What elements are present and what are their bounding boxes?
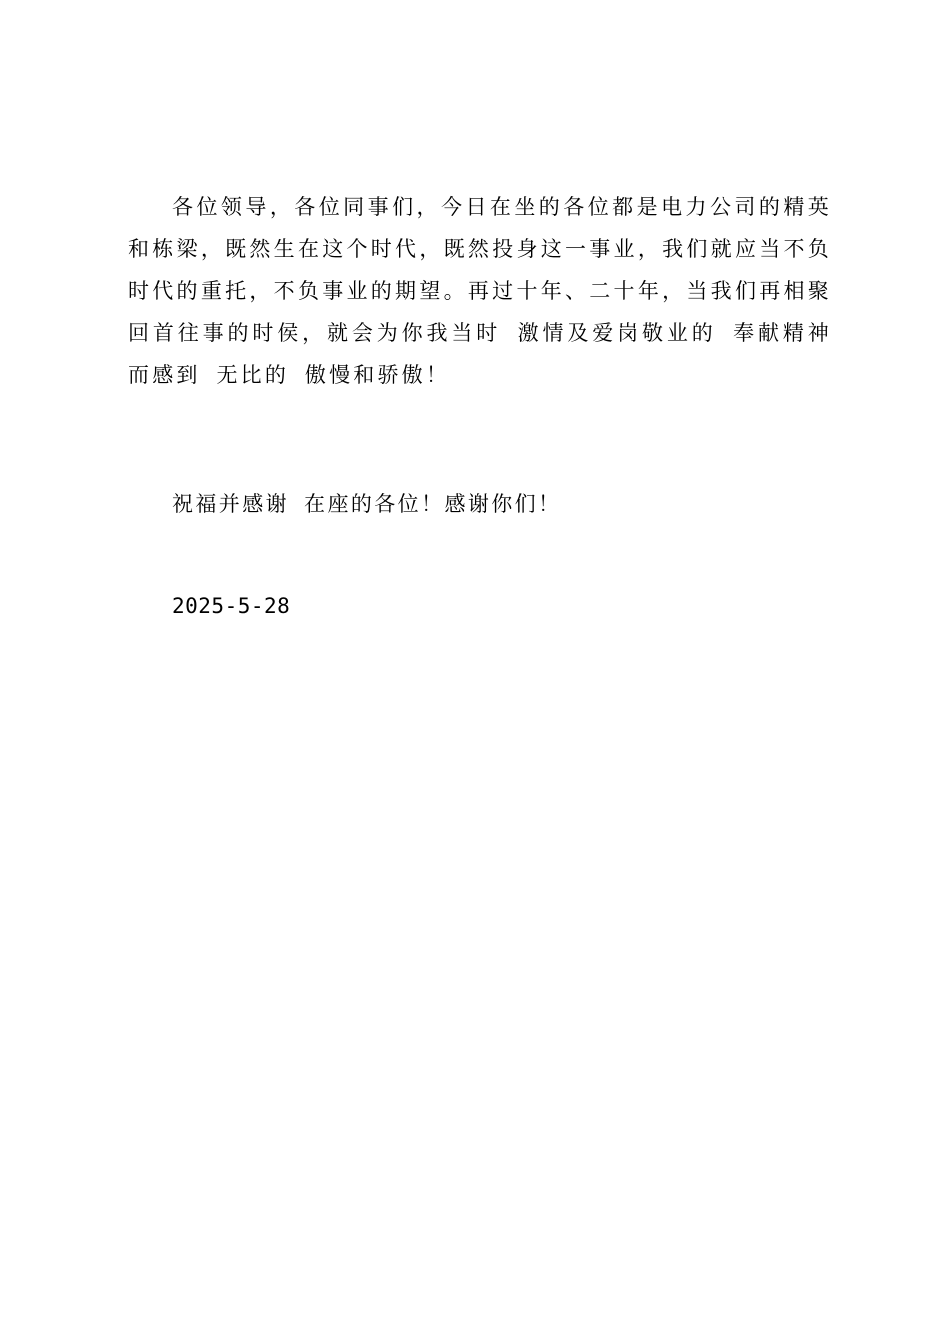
document-date: 2025-5-28 xyxy=(172,594,291,618)
closing-line: 祝福并感谢 在座的各位！感谢你们！ xyxy=(172,492,562,516)
speech-paragraph: 各位领导，各位同事们，今日在坐的各位都是电力公司的精英和栋梁，既然生在这个时代，既然投身这一事业，我们就应当不负时代的重托，不负事业的期望。再过十年、二十年，当我们再相聚 回首往事的时侯，就会为你我当时 激情及爱岗敬业的 奉献精神而感到 无比的 傲慢和骄傲！ xyxy=(128,195,832,387)
